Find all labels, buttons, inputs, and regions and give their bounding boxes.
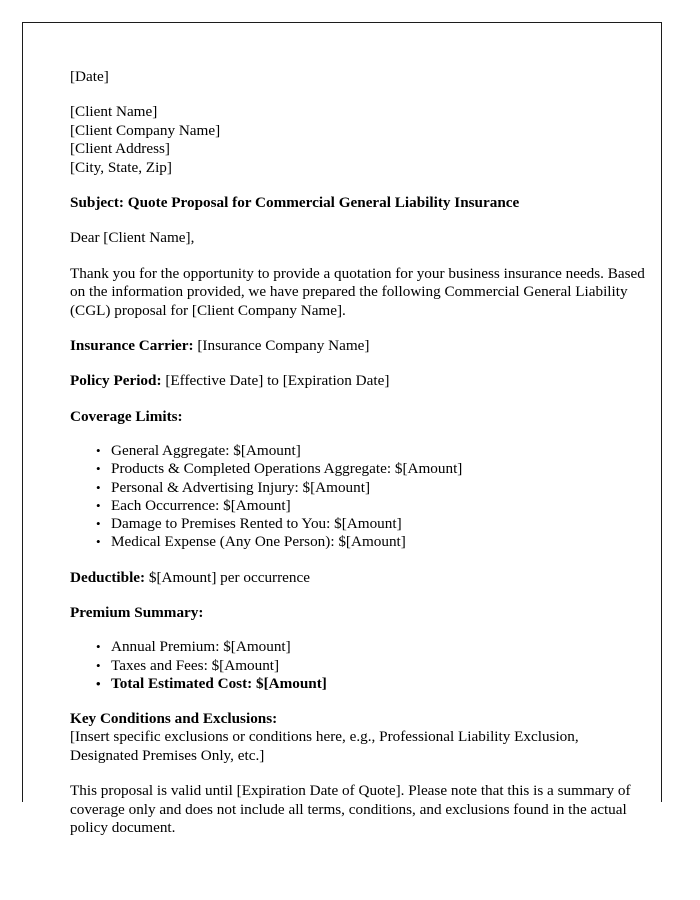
spacer xyxy=(70,622,648,638)
recipient-line: [Client Address] xyxy=(70,140,170,158)
premium-summary-list xyxy=(70,638,648,693)
spacer xyxy=(70,355,648,372)
key-conditions-heading: Key Conditions and Exclusions: xyxy=(70,709,278,727)
list-item: • Annual Premium: $[Amount] xyxy=(70,638,648,656)
coverage-limits-list xyxy=(70,442,648,551)
list-item: • Taxes and Fees: $[Amount] xyxy=(70,657,648,675)
spacer xyxy=(70,248,648,265)
policy-period-value: [Effective Date] to [Expiration Date] xyxy=(165,372,390,390)
document-body xyxy=(70,68,648,837)
recipient-line: [City, State, Zip] xyxy=(70,158,172,176)
insurance-carrier-row xyxy=(70,337,648,355)
date-placeholder: [Date] xyxy=(70,68,109,85)
policy-period-row xyxy=(70,372,648,390)
deductible-row xyxy=(70,569,648,587)
list-item-total: • Total Estimated Cost: $[Amount] xyxy=(70,675,648,693)
spacer xyxy=(70,391,648,408)
spacer xyxy=(70,587,648,604)
deductible-label: Deductible: xyxy=(70,568,146,586)
document-page-frame xyxy=(22,22,662,836)
insurance-carrier-label: Insurance Carrier: xyxy=(70,337,194,355)
deductible-value: $[Amount] per occurrence xyxy=(148,568,310,586)
spacer xyxy=(70,426,648,442)
recipient-address-block xyxy=(70,103,648,177)
spacer xyxy=(70,212,648,229)
spacer xyxy=(70,693,648,710)
subject-line: Subject: Quote Proposal for Commercial General Liability Insurance xyxy=(70,194,520,212)
recipient-line: [Client Company Name] xyxy=(70,121,221,139)
insurance-carrier-value: [Insurance Company Name] xyxy=(197,337,370,355)
intro-paragraph: Thank you for the opportunity to provide a quotation for your business insurance needs. Based on the information provided, we have prepared the following Commercial General Liability (CGL) proposal for [Client Company Name]. xyxy=(70,264,645,319)
salutation: Dear [Client Name], xyxy=(70,229,195,247)
spacer xyxy=(70,552,648,569)
key-conditions-body: [Insert specific exclusions or conditions here, e.g., Professional Liability Exclusion, Designated Premises Only, etc.] xyxy=(70,728,579,764)
closing-paragraph: This proposal is valid until [Expiration Date of Quote]. Please note that this is a summary of coverage only and does not include all terms, conditions, and exclusions found in the actual policy document. xyxy=(70,782,631,836)
spacer xyxy=(70,765,648,782)
list-item: • General Aggregate: $[Amount] xyxy=(70,442,648,460)
list-item: • Personal & Advertising Injury: $[Amount] xyxy=(70,479,648,497)
recipient-line: [Client Name] xyxy=(70,103,158,121)
spacer xyxy=(70,177,648,194)
coverage-limits-heading: Coverage Limits: xyxy=(70,407,183,425)
spacer xyxy=(70,320,648,337)
policy-period-label: Policy Period: xyxy=(70,372,162,390)
spacer xyxy=(70,86,648,103)
list-item: • Damage to Premises Rented to You: $[Amount] xyxy=(70,515,648,533)
list-item: • Products & Completed Operations Aggregate: $[Amount] xyxy=(70,460,648,478)
list-item: • Each Occurrence: $[Amount] xyxy=(70,497,648,515)
list-item: • Medical Expense (Any One Person): $[Amount] xyxy=(70,533,648,551)
premium-summary-heading: Premium Summary: xyxy=(70,603,204,621)
